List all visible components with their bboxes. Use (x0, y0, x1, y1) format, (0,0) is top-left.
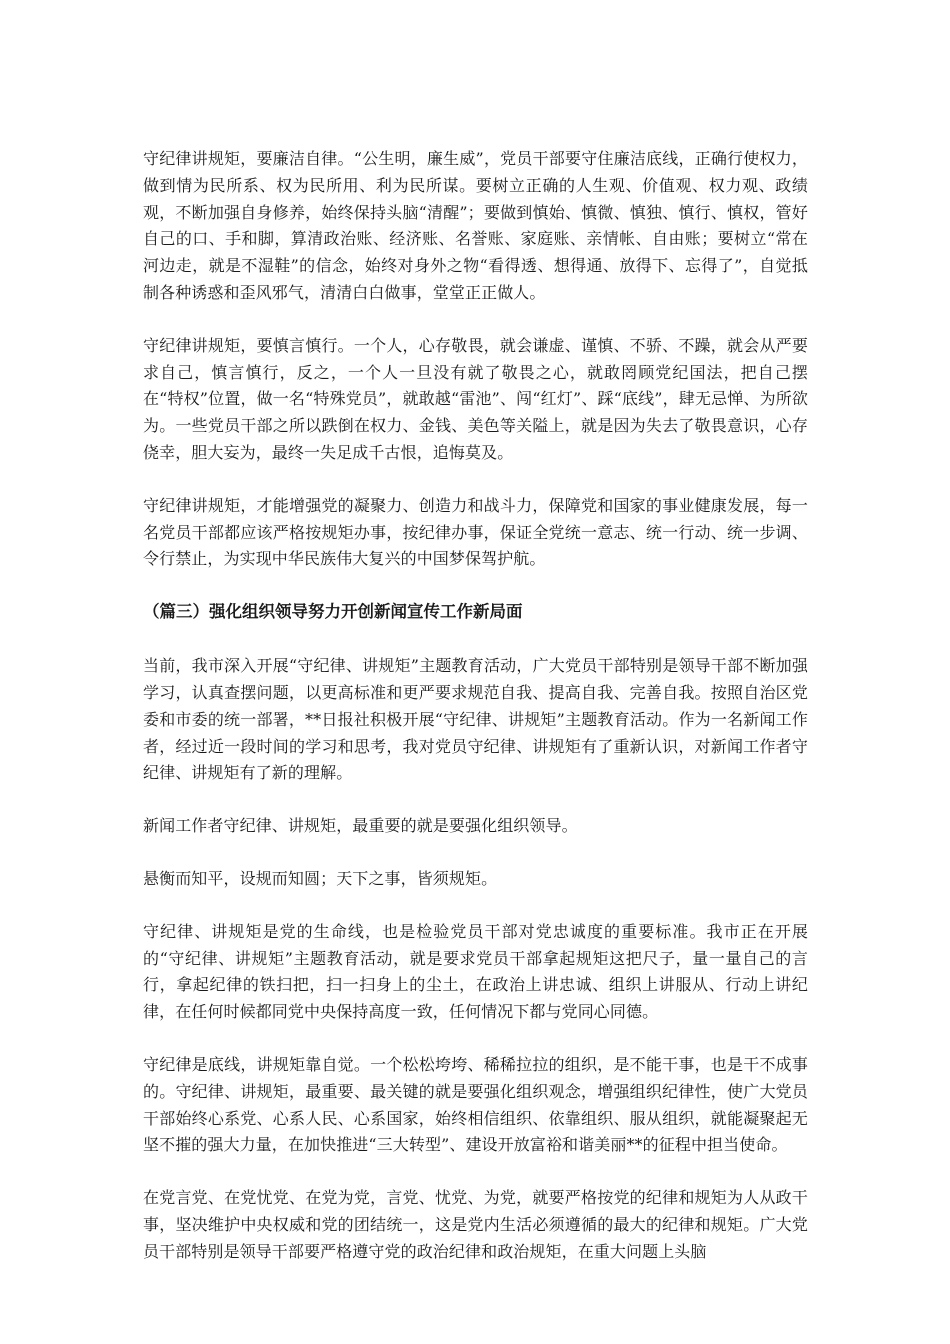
paragraph-organization-leadership: 新闻工作者守纪律、讲规矩，最重要的就是要强化组织领导。 (143, 816, 578, 836)
paragraph-bottom-line: 守纪律是底线，讲规矩靠自觉。一个松松垮垮、稀稀拉拉的组织，是不能干事，也是干不成事的。守纪律、讲规矩，最重要、最关键的就是要强化组织观念，增强组织纪律性，使广大党员干部始终心系党、心系人民、心系国家，始终相信组织、依靠组织、服从组织，就能凝聚起无坚不摧的强大力量，在加快推进“三大转型”、建设开放富裕和谐美丽**的征程中担当使命。 (143, 1054, 808, 1155)
paragraph-quote: 悬衡而知平，设规而知圆；天下之事，皆须规矩。 (143, 868, 498, 888)
document-page (143, 146, 808, 1266)
section-heading: （篇三）强化组织领导努力开创新闻宣传工作新局面 (143, 602, 523, 622)
paragraph-intro: 当前，我市深入开展“守纪律、讲规矩”主题教育活动，广大党员干部特别是领导干部不断加强学习，认真查摆问题，以更高标准和更严要求规范自我、提高自我、完善自我。按照自治区党委和市委的统一部署，**日报社积极开展“守纪律、讲规矩”主题教育活动。作为一名新闻工作者，经过近一段时间的学习和思考，我对党员守纪律、讲规矩有了重新认识，对新闻工作者守纪律、讲规矩有了新的理解。 (143, 656, 808, 783)
paragraph-cautious-conduct: 守纪律讲规矩，要慎言慎行。一个人，心存敬畏，就会谦虚、谨慎、不骄、不躁，就会从严要求自己，慎言慎行，反之，一个人一旦没有就了敬畏之心，就敢罔顾党纪国法，把自己摆在“特权”位置，做一名“特殊党员”，就敢越“雷池”、闯“红灯”、踩“底线”，肆无忌惮、为所欲为。一些党员干部之所以跌倒在权力、金钱、美色等关隘上，就是因为失去了敬畏意识，心存侥幸，胆大妄为，最终一失足成千古恨，追悔莫及。 (143, 335, 808, 462)
paragraph-cohesion: 守纪律讲规矩，才能增强党的凝聚力、创造力和战斗力，保障党和国家的事业健康发展，每一名党员干部都应该严格按规矩办事，按纪律办事，保证全党统一意志、统一行动、统一步调、令行禁止，为实现中华民族伟大复兴的中国梦保驾护航。 (143, 495, 808, 569)
paragraph-lifeline: 守纪律、讲规矩是党的生命线，也是检验党员干部对党忠诚度的重要标准。我市正在开展的“守纪律、讲规矩”主题教育活动，就是要求党员干部拿起规矩这把尺子，量一量自己的言行，拿起纪律的铁扫把，扫一扫身上的尘土，在政治上讲忠诚、组织上讲服从、行动上讲纪律，在任何时候都同党中央保持高度一致，任何情况下都与党同心同德。 (143, 921, 808, 1022)
paragraph-party-loyalty: 在党言党、在党忧党、在党为党，言党、忧党、为党，就要严格按党的纪律和规矩为人从政干事，坚决维护中央权威和党的团结统一，这是党内生活必须遵循的最大的纪律和规矩。广大党员干部特别是领导干部要严格遵守党的政治纪律和政治规矩，在重大问题上头脑 (143, 1188, 808, 1261)
paragraph-self-discipline: 守纪律讲规矩，要廉洁自律。“公生明，廉生威”，党员干部要守住廉洁底线，正确行使权力，做到情为民所系、权为民所用、利为民所谋。要树立正确的人生观、价值观、权力观、政绩观，不断加强自身修养，始终保持头脑“清醒”；要做到慎始、慎微、慎独、慎行、慎权，管好自己的口、手和脚，算清政治账、经济账、名誉账、家庭账、亲情帐、自由账；要树立“常在河边走，就是不湿鞋”的信念，始终对身外之物“看得透、想得通、放得下、忘得了”，自觉抵制各种诱惑和歪风邪气，清清白白做事，堂堂正正做人。 (143, 149, 808, 302)
